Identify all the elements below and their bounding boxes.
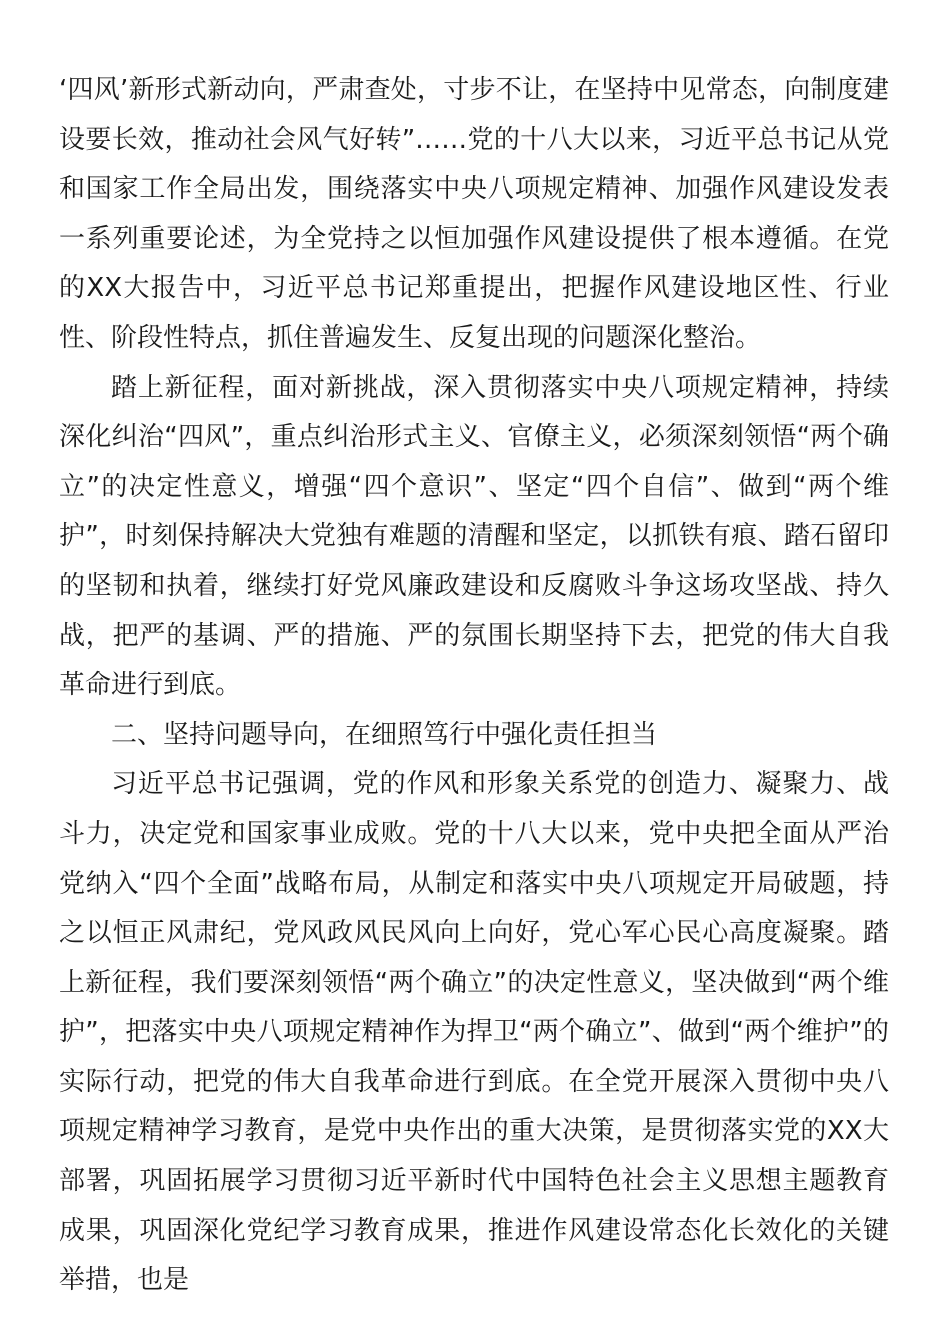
- section-heading-2: 二、坚持问题导向，在细照笃行中强化责任担当: [111, 719, 658, 750]
- document-body: [59, 66, 889, 1306]
- paragraph-section-2-body: 习近平总书记强调，党的作风和形象关系党的创造力、凝聚力、战斗力，决定党和国家事业成败。党的十八大以来，党中央把全面从严治党纳入“四个全面”战略布局，从制定和落实中央八项规定开局破题，持之以恒正风肃纪，党风政风民风向上向好，党心军心民心高度凝聚。踏上新征程，我们要深刻领悟“两个确立”的决定性意义，坚决做到“两个维护”，把落实中央八项规定精神作为捍卫“两个确立”、做到“两个维护”的实际行动，把党的伟大自我革命进行到底。在全党开展深入贯彻中央八项规定精神学习教育，是党中央作出的重大决策，是贯彻落实党的XX大部署，巩固拓展学习贯彻习近平新时代中国特色社会主义思想主题教育成果，巩固深化党纪学习教育成果，推进作风建设常态化长效化的关键举措，也是: [59, 769, 889, 1296]
- paragraph-continuation: ‘四风’新形式新动向，严肃查处，寸步不让，在坚持中见常态，向制度建设要长效，推动社会风气好转”……党的十八大以来，习近平总书记从党和国家工作全局出发，围绕落实中央八项规定精神、加强作风建设发表一系列重要论述，为全党持之以恒加强作风建设提供了根本遵循。在党的XX大报告中，习近平总书记郑重提出，把握作风建设地区性、行业性、阶段性特点，抓住普遍发生、反复出现的问题深化整治。: [59, 75, 889, 353]
- paragraph-new-journey: 踏上新征程，面对新挑战，深入贯彻落实中央八项规定精神，持续深化纠治“四风”，重点纠治形式主义、官僚主义，必须深刻领悟“两个确立”的决定性意义，增强“四个意识”、坚定“四个自信”、做到“两个维护”，时刻保持解决大党独有难题的清醒和坚定，以抓铁有痕、踏石留印的坚韧和执着，继续打好党风廉政建设和反腐败斗争这场攻坚战、持久战，把严的基调、严的措施、严的氛围长期坚持下去，把党的伟大自我革命进行到底。: [59, 372, 889, 701]
